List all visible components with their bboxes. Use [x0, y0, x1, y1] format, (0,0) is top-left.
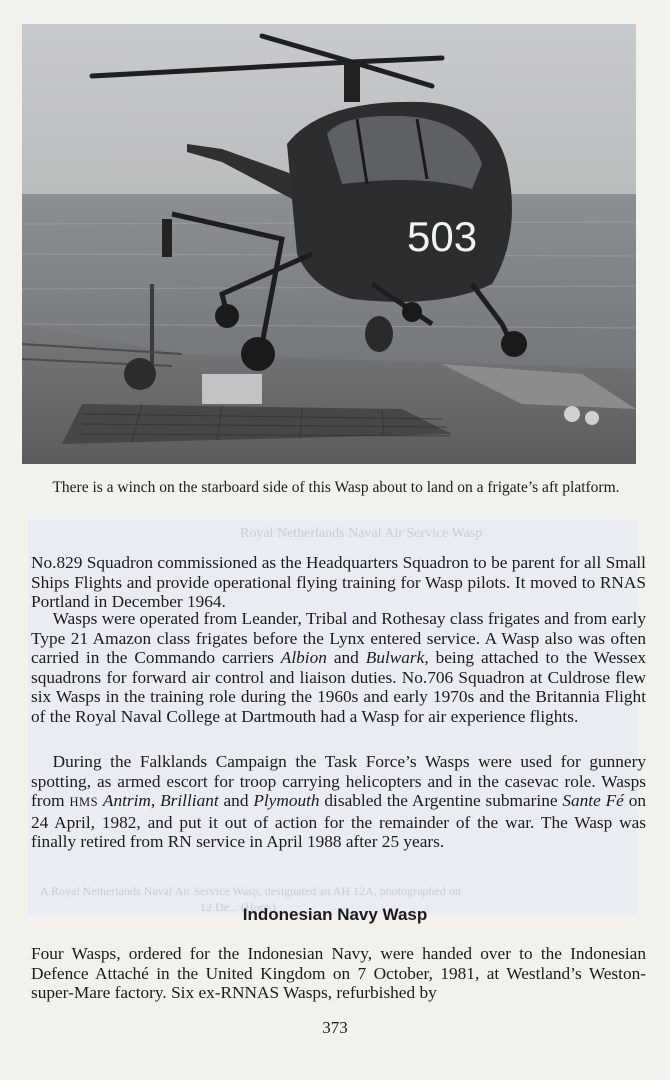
paragraph-squadron: No.829 Squadron commissioned as the Headquarters Squadron to be parent for all Small Ships Flights and provide operational flying training for Wasp pilots. It moved to RNAS Portland in December 1964.	[31, 553, 646, 612]
show-through-text: Royal Netherlands Naval Air Service Wasp	[240, 526, 483, 541]
paragraph-falklands: During the Falklands Campaign the Task Force’s Wasps were used for gunnery spotting, as armed escort for troop carrying helicopters and in the casevac role. Wasps from HMS Antrim, Brilliant and Plymouth disabled the Argentine submarine Sante Fé on 24 April, 1982, and put it out of action for the remainder of the war. The Wasp was finally retired from RN service in April 1988 after 25 years.	[31, 752, 646, 852]
helicopter-photo-image	[22, 24, 636, 464]
section-heading: Indonesian Navy Wasp	[242, 905, 428, 924]
show-through-text: 12 De... (Hook)	[200, 900, 276, 914]
helicopter-photo	[22, 24, 636, 464]
fuselage-number: 503	[407, 213, 478, 260]
show-through-text: A Royal Netherlands Naval Air Service Wasp, designated an AH 12A, photographed on	[40, 884, 461, 898]
paragraph-indonesian: Four Wasps, ordered for the Indonesian Navy, were handed over to the Indonesian Defence Attaché in the United Kingdom on 7 October, 1981, at Westland’s Weston-super-Mare factory. Six ex-RNNAS Wasps, refurbished by	[31, 944, 646, 1003]
page-number: 373	[322, 1018, 348, 1037]
paragraph-operations: Wasps were operated from Leander, Tribal and Rothesay class frigates and from early Type 21 Amazon class frigates before the Lynx entered service. A Wasp also was often carried in the Commando carriers Albion and Bulwark, being attached to the Wessex squadrons for forward air control and liaison duties. No.706 Squadron at Culdrose flew six Wasps in the training role during the 1960s and early 1970s and the Britannia Flight of the Royal Naval College at Dartmouth had a Wasp for air experience flights.	[31, 609, 647, 726]
photo-caption: There is a winch on the starboard side of this Wasp about to land on a frigate’s aft platform.	[52, 479, 620, 496]
